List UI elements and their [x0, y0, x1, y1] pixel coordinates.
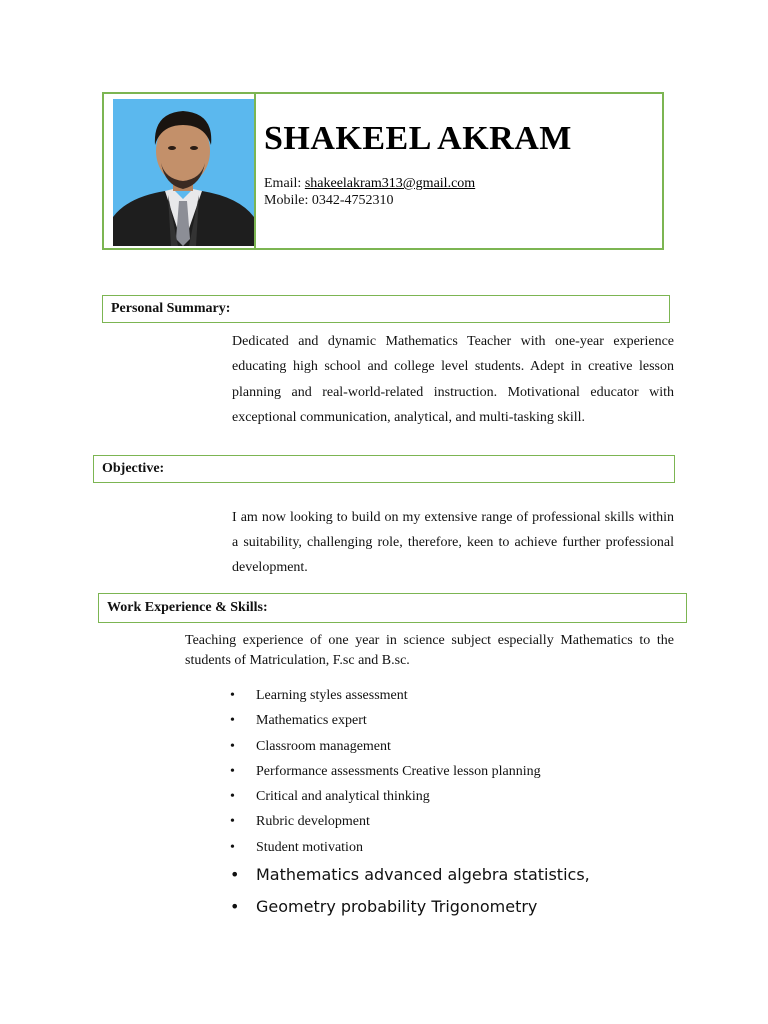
skill-item: • Critical and analytical thinking: [230, 787, 590, 812]
email-line: [264, 176, 475, 192]
skill-item: • Mathematics expert: [230, 711, 590, 736]
candidate-name: SHAKEEL AKRAM: [264, 120, 572, 157]
skill-item: • Learning styles assessment: [230, 686, 590, 711]
experience-heading: Work Experience & Skills:: [98, 593, 687, 623]
profile-photo: [113, 99, 254, 246]
skill-item: • Mathematics advanced algebra statistics,: [230, 863, 590, 895]
personal-summary-heading: Personal Summary:: [102, 295, 670, 323]
mobile-number: Mobile: 0342-4752310: [264, 193, 394, 208]
experience-intro: Teaching experience of one year in science subject especially Mathematics to the students of Matriculation, F.sc and B.sc.: [185, 633, 674, 668]
person-portrait-icon: [113, 99, 254, 246]
email-link[interactable]: shakeelakram313@gmail.com: [304, 176, 476, 191]
personal-summary-text: Dedicated and dynamic Mathematics Teacher with one-year experience educating high school and college level students. Adept in creative lesson planning and real-world-related instruction. Motivational educator with exceptional communication, analytical, and multi-tasking skill.: [232, 334, 674, 425]
photo-divider: [254, 94, 256, 248]
skills-list: [230, 686, 590, 927]
email-label: Email:: [264, 176, 305, 191]
skill-item: • Classroom management: [230, 737, 590, 762]
objective-heading: Objective:: [93, 455, 675, 483]
skill-item: • Student motivation: [230, 838, 590, 863]
skill-item: • Rubric development: [230, 812, 590, 837]
header-box: [102, 92, 664, 250]
skill-item: • Geometry probability Trigonometry: [230, 895, 590, 927]
skill-item: • Performance assessments Creative lesson planning: [230, 762, 590, 787]
objective-text: I am now looking to build on my extensive range of professional skills within a suitability, challenging role, therefore, keen to achieve further professional development.: [232, 510, 674, 575]
